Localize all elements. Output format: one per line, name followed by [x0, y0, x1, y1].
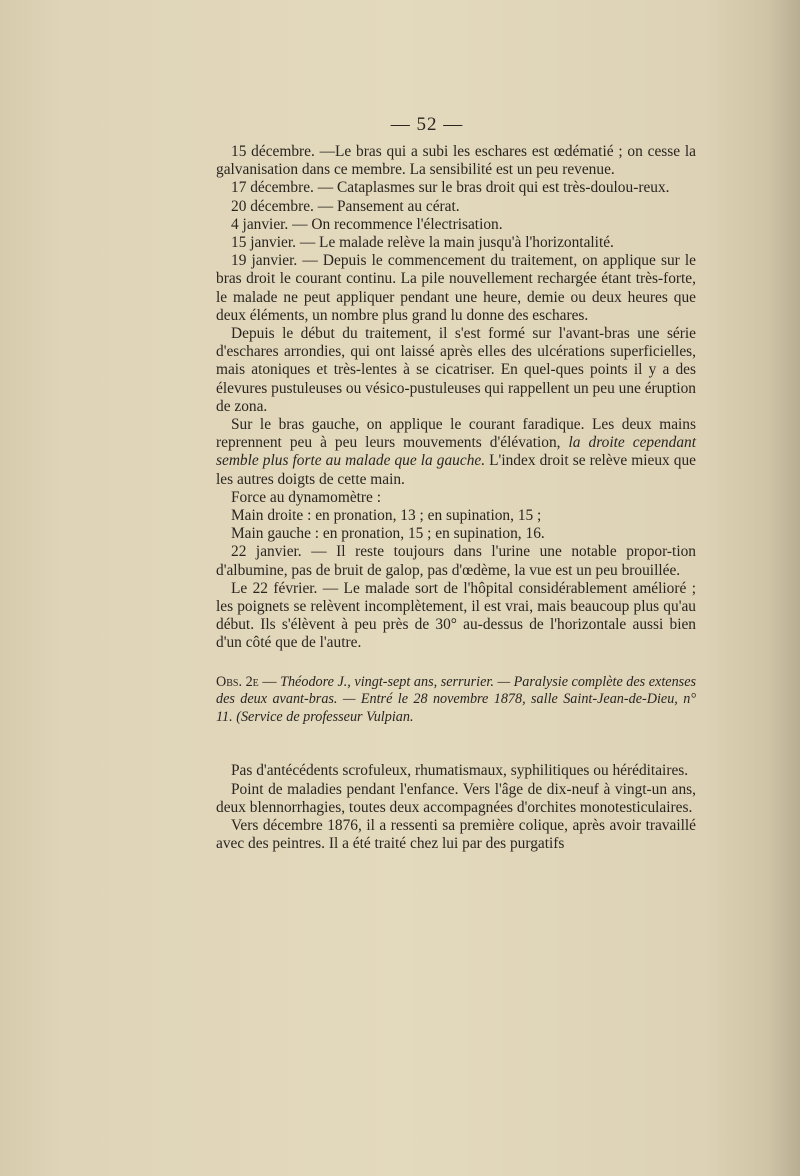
paragraph-antecedents: Pas d'antécédents scrofuleux, rhumatismaux, syphilitiques ou héréditaires. — [231, 762, 689, 780]
paragraph-bras-gauche — [216, 416, 696, 489]
body-text — [216, 143, 696, 853]
page-number: — 52 — — [390, 114, 464, 135]
paragraph-15-janvier: 15 janvier. — Le malade relève la main jusqu'à l'horizontalité. — [231, 234, 614, 252]
paragraph-bras-gauche-start: Sur le bras gauche, on applique le courant faradique. Les deux mains reprennent peu à peu leurs mouvements d'élévation, — [216, 416, 696, 452]
paragraph-22-fevrier: Le 22 février. — Le malade sort de l'hôpital considérablement amélioré ; les poignets se relèvent incomplètement, il est vrai, mais beaucoup plus qu'au début. Ils s'élèvent à peu près de 30° au-dessus de l'horizontale aussi bien d'un côté que de l'autre. — [216, 579, 696, 652]
paragraph-eschares: Depuis le début du traitement, il s'est formé sur l'avant-bras une série d'eschares arrondies, qui ont laissé après elles des ulcérations superficielles, mais atoniques et très-lentes à se cicatriser. En quel-ques points il y a des élevures pustuleuses ou vésico-pustuleuses qui rappellent un peu une éruption de zona. — [216, 325, 696, 415]
paragraph-enfance: Point de maladies pendant l'enfance. Vers l'âge de dix-neuf à vingt-un ans, deux blennorrhagies, toutes deux accompagnées d'orchites monotesticulaires. — [216, 780, 696, 816]
paragraph-4-janvier: 4 janvier. — On recommence l'électrisation. — [231, 215, 503, 233]
paragraph-main-gauche: Main gauche : en pronation, 15 ; en supination, 16. — [231, 525, 545, 543]
observation-lead: Obs. 2e — — [216, 673, 277, 690]
paragraph-15-decembre: 15 décembre. —Le bras qui a subi les eschares est œdématié ; on cesse la galvanisation dans ce membre. La sensibilité est un peu revenue. — [216, 143, 696, 179]
section-spacer — [216, 740, 696, 762]
paragraph-22-janvier: 22 janvier. — Il reste toujours dans l'urine une notable propor-tion d'albumine, pas de bruit de galop, pas d'œdème, la vue est un peu brouillée. — [216, 543, 696, 579]
paragraph-decembre-1876: Vers décembre 1876, il a ressenti sa première colique, après avoir travaillé avec des peintres. Il a été traité chez lui par des purgatifs — [216, 816, 696, 853]
observation-heading — [216, 674, 696, 727]
paragraph-17-decembre: 17 décembre. — Cataplasmes sur le bras droit qui est très-doulou-reux. — [231, 179, 670, 197]
paragraph-20-decembre: 20 décembre. — Pansement au cérat. — [231, 197, 460, 215]
paragraph-bras-gauche-end: L'index droit se relève mieux que les autres doigts de cette main. — [216, 452, 697, 488]
paragraph-19-janvier: 19 janvier. — Depuis le commencement du traitement, on applique sur le bras droit le courant continu. La pile nouvellement rechargée étant très-forte, le malade ne peut appliquer pendant une heure, demie ou deux heures que deux éléments, un nombre plus grand lu donne des eschares. — [216, 252, 696, 324]
paragraph-dynamometre: Force au dynamomètre : — [231, 488, 382, 506]
paragraph-bras-gauche-italic: la droite cependant semble plus forte au malade que la gauche. — [216, 434, 696, 470]
observation-text: Théodore J., vingt-sept ans, serrurier. — Paralysie complète des extenses des deux avant-bras. — Entré le 28 novembre 1878, salle Saint-Jean-de-Dieu, n° 11. (Service de professeur Vulpian. — [216, 673, 697, 725]
paragraph-main-droite: Main droite : en pronation, 13 ; en supination, 15 ; — [231, 507, 542, 525]
